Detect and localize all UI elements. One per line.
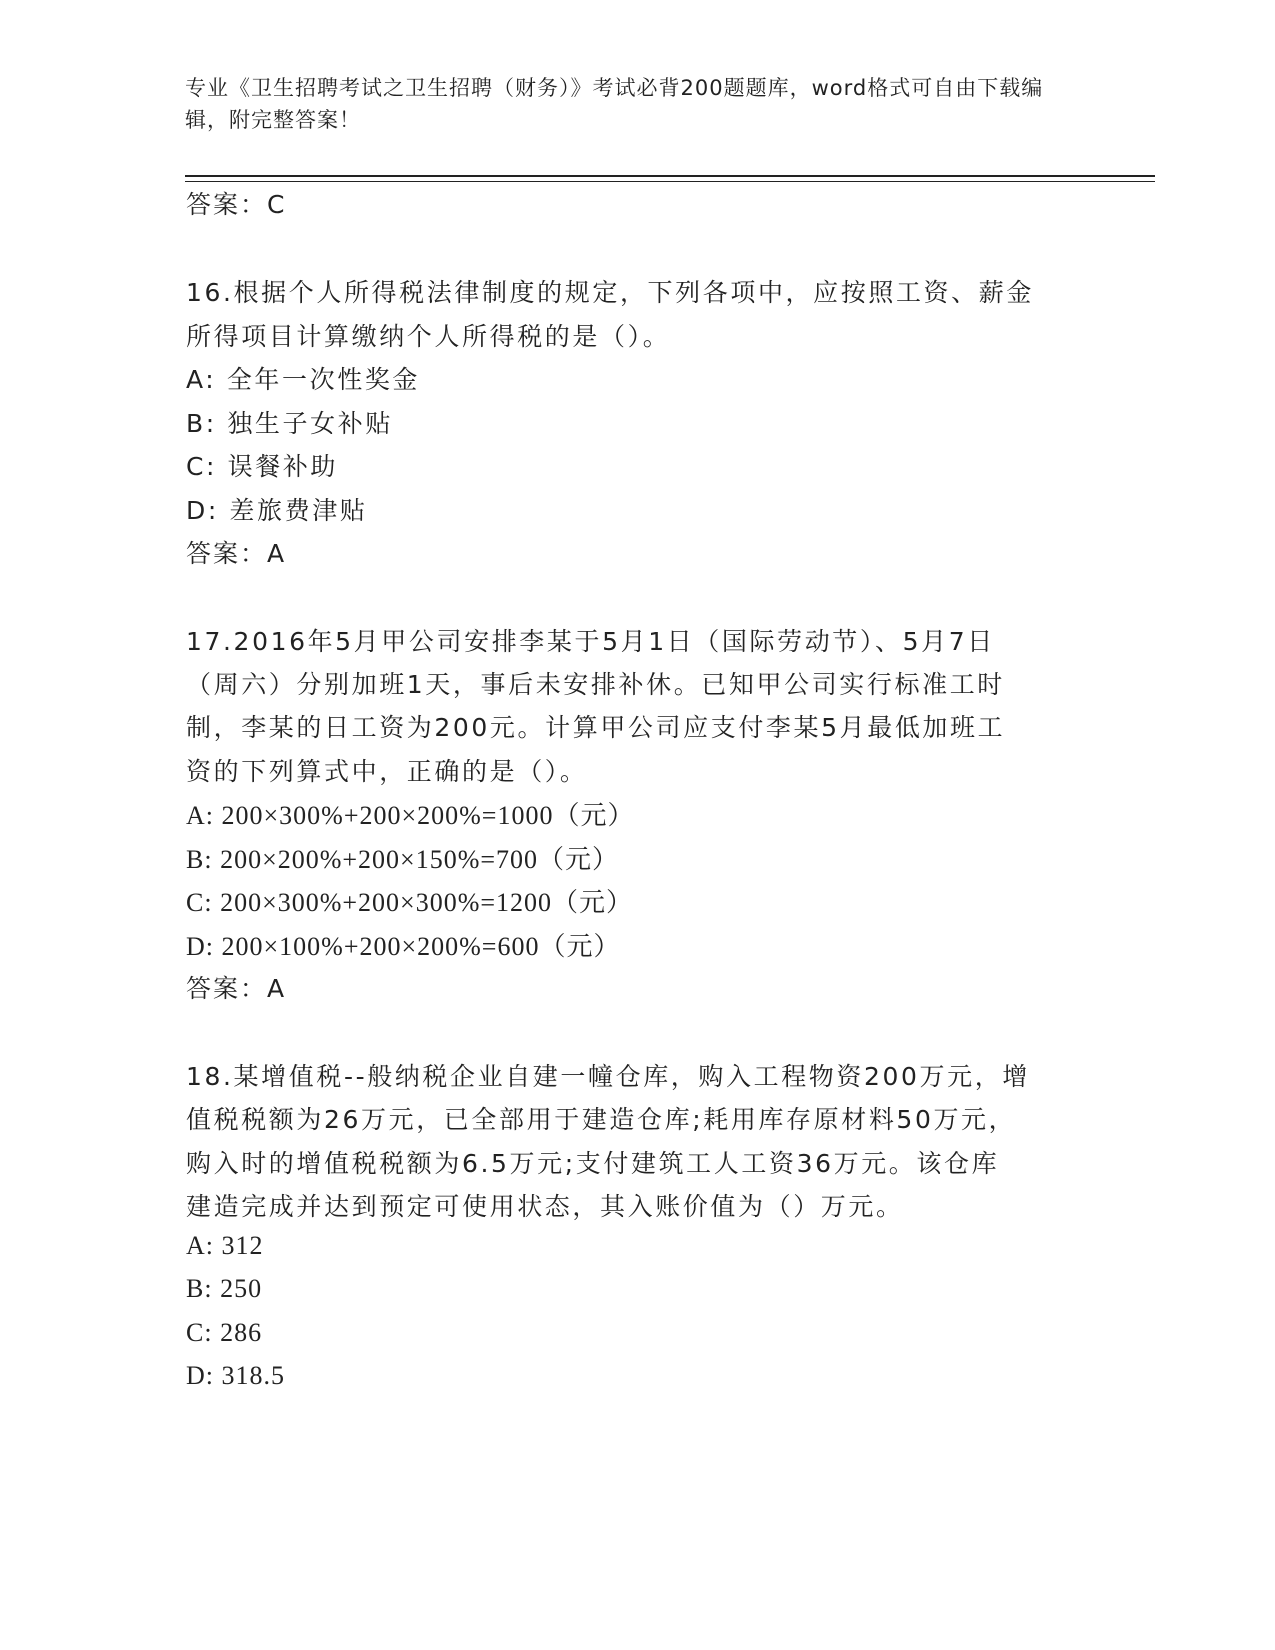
q16-option-c: C: 误餐补助 — [186, 452, 339, 481]
q18-stem-line-2: 值税税额为26万元，已全部用于建造仓库;耗用库存原材料50万元， — [186, 1105, 1017, 1134]
q18-stem-line-1: 18.某增值税--般纳税企业自建一幢仓库，购入工程物资200万元，增 — [186, 1062, 1030, 1091]
q17-answer: 答案：A — [186, 974, 287, 1003]
q17-option-b: B: 200×200%+200×150%=700（元） — [186, 845, 620, 874]
q17-option-d: D: 200×100%+200×200%=600（元） — [186, 932, 621, 961]
q18-stem-line-4: 建造完成并达到预定可使用状态，其入账价值为（）万元。 — [186, 1192, 904, 1221]
q16-stem-line-2: 所得项目计算缴纳个人所得税的是（）。 — [186, 322, 671, 351]
q17-option-c: C: 200×300%+200×300%=1200（元） — [186, 888, 634, 917]
q17-stem-line-3: 制，李某的日工资为200元。计算甲公司应支付李某5月最低加班工 — [186, 713, 1006, 742]
q18-option-a: A: 312 — [186, 1231, 264, 1260]
q17-option-a: A: 200×300%+200×200%=1000（元） — [186, 801, 635, 830]
header-rule-thick — [185, 175, 1155, 177]
q18-option-c: C: 286 — [186, 1318, 263, 1347]
q17-stem-line-2: （周六）分别加班1天，事后未安排补休。已知甲公司实行标准工时 — [186, 670, 1005, 699]
q16-option-b: B: 独生子女补贴 — [186, 409, 393, 438]
q17-stem-line-4: 资的下列算式中，正确的是（）。 — [186, 757, 588, 786]
q15-answer: 答案：C — [186, 190, 287, 219]
header-rule-thin — [185, 181, 1155, 182]
q18-option-b: B: 250 — [186, 1274, 263, 1303]
q16-stem-line-1: 16.根据个人所得税法律制度的规定，下列各项中，应按照工资、薪金 — [186, 278, 1034, 307]
q17-stem-line-1: 17.2016年5月甲公司安排李某于5月1日（国际劳动节）、5月7日 — [186, 627, 995, 656]
q18-option-d: D: 318.5 — [186, 1361, 285, 1390]
q16-answer: 答案：A — [186, 539, 287, 568]
q18-stem-line-3: 购入时的增值税税额为6.5万元;支付建筑工人工资36万元。该仓库 — [186, 1149, 1000, 1178]
q16-option-a: A: 全年一次性奖金 — [186, 365, 421, 394]
document-header: 专业《卫生招聘考试之卫生招聘（财务）》考试必背200题题库，word格式可自由下载编辑，附完整答案！ — [185, 76, 1044, 132]
q16-option-d: D: 差旅费津贴 — [186, 496, 368, 525]
